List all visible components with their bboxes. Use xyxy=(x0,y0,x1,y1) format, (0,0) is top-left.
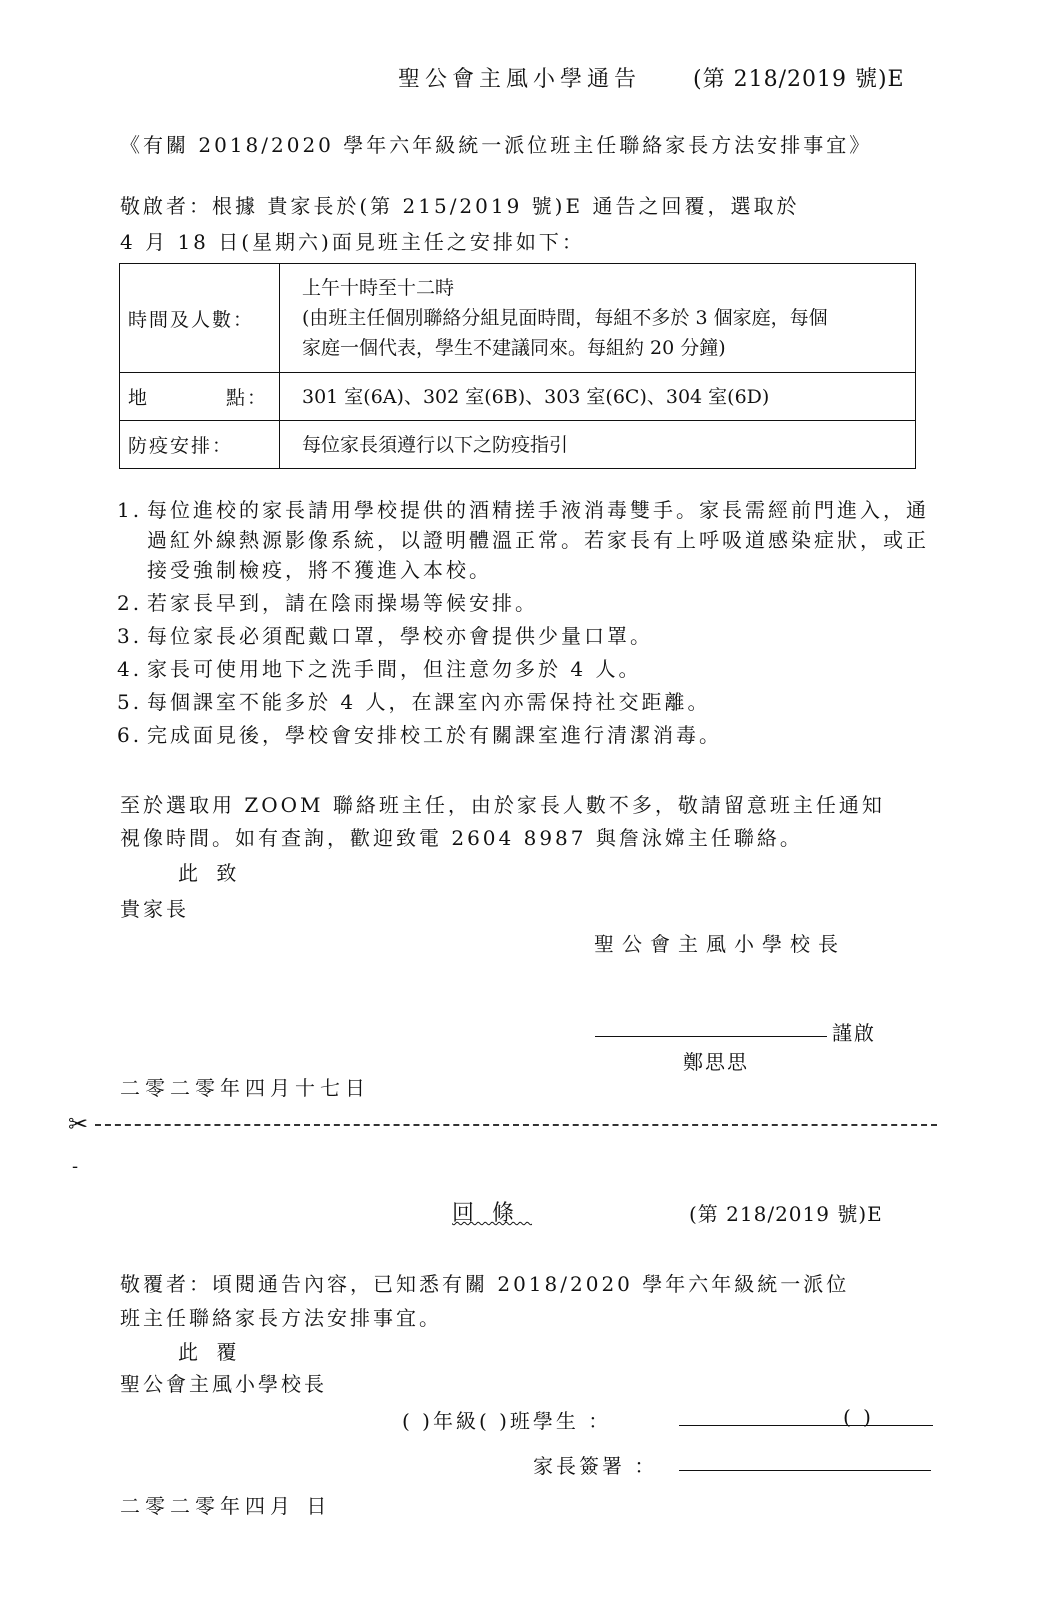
list-item xyxy=(117,687,947,717)
student-label: ( )年級( )班學生 ： xyxy=(402,1409,612,1433)
item-number: 5. xyxy=(117,690,143,714)
time-line-1: 上午十時至十二時 xyxy=(302,277,455,299)
item-number: 2. xyxy=(117,591,143,615)
notice-title: 聖公會主風小學通告 xyxy=(398,67,642,92)
recipient: 貴家長 xyxy=(120,897,189,921)
item-number: 3. xyxy=(117,624,143,648)
stray-dash: - xyxy=(72,1156,79,1177)
table-row xyxy=(120,264,916,373)
student-number-paren: ( ) xyxy=(843,1405,874,1429)
scissor-icon: ✂ xyxy=(68,1110,89,1138)
notice-number: (第 218/2019 號)E xyxy=(693,67,905,92)
respectfully: 謹啟 xyxy=(832,1021,876,1045)
closing-line-1: 至於選取用 ZOOM 聯絡班主任，由於家長人數不多，敬請留意班主任通知 xyxy=(120,793,885,817)
item-number: 4. xyxy=(117,657,143,681)
table-row xyxy=(120,373,916,421)
time-label: 時間及人數： xyxy=(120,264,280,373)
epidemic-label: 防疫安排： xyxy=(120,421,280,469)
cut-line xyxy=(95,1124,937,1126)
intro-line-2: 4 月 18 日(星期六)面見班主任之安排如下： xyxy=(120,230,585,254)
location-value: 301 室(6A)、302 室(6B)、303 室(6C)、304 室(6D) xyxy=(280,373,916,421)
parent-signature-label: 家長簽署 ： xyxy=(533,1454,658,1478)
location-label-b: 點： xyxy=(225,387,268,409)
location-label-a: 地 xyxy=(128,387,150,409)
item-text: 若家長早到，請在陰雨操場等候安排。 xyxy=(147,591,538,615)
notice-date: 二零二零年四月十七日 xyxy=(120,1076,370,1100)
item-number: 1. xyxy=(117,498,143,522)
student-name-field[interactable] xyxy=(679,1425,933,1426)
reply-number: (第 218/2019 號)E xyxy=(689,1202,883,1226)
time-line-2: (由班主任個別聯絡分組見面時間，每組不多於 3 個家庭，每個 xyxy=(302,307,828,329)
item-text: 每個課室不能多於 4 人，在課室內亦需保持社交距離。 xyxy=(147,690,711,714)
arrangement-table xyxy=(119,263,916,469)
list-item xyxy=(117,720,947,750)
item-text: 每位進校的家長請用學校提供的酒精搓手液消毒雙手。家長需經前門進入，通過紅外線熱源影像系統，以證明體溫正常。若家長有上呼吸道感染症狀，或正接受強制檢疫，將不獲進入本校。 xyxy=(147,498,929,582)
reply-line-1: 敬覆者：頃閱通告內容，已知悉有關 2018/2020 學年六年級統一派位 xyxy=(120,1272,850,1296)
table-row xyxy=(120,421,916,469)
item-text: 每位家長必須配戴口罩，學校亦會提供少量口罩。 xyxy=(147,624,653,648)
list-item xyxy=(117,621,947,651)
principal-name: 鄭思思 xyxy=(683,1050,749,1074)
reply-salutation: 此 覆 xyxy=(178,1340,243,1364)
item-number: 6. xyxy=(117,723,143,747)
reply-date: 二零二零年四月 日 xyxy=(120,1494,332,1518)
intro-line-1: 敬啟者：根據 貴家長於(第 215/2019 號)E 通告之回覆，選取於 xyxy=(120,194,800,218)
epidemic-value: 每位家長須遵行以下之防疫指引 xyxy=(280,421,916,469)
reply-recipient: 聖公會主風小學校長 xyxy=(120,1372,327,1396)
item-text: 完成面見後，學校會安排校工於有關課室進行清潔消毒。 xyxy=(147,723,722,747)
notice-subject: 《有關 2018/2020 學年六年級統一派位班主任聯絡家長方法安排事宜》 xyxy=(120,133,873,157)
list-item xyxy=(117,495,947,585)
signature-line xyxy=(595,1036,827,1037)
guideline-list xyxy=(117,495,947,753)
parent-signature-field[interactable] xyxy=(679,1470,931,1471)
salutation: 此 致 xyxy=(178,861,243,885)
list-item xyxy=(117,588,947,618)
location-label xyxy=(120,373,280,421)
sender: 聖公會主風小學校長 xyxy=(594,932,846,956)
time-line-3: 家庭一個代表，學生不建議同來。每組約 20 分鐘) xyxy=(302,337,726,359)
reply-title: 回條 xyxy=(452,1201,533,1226)
item-text: 家長可使用地下之洗手間，但注意勿多於 4 人。 xyxy=(147,657,642,681)
list-item xyxy=(117,654,947,684)
closing-line-2: 視像時間。如有查詢，歡迎致電 2604 8987 與詹泳嫦主任聯絡。 xyxy=(120,826,803,850)
reply-line-2: 班主任聯絡家長方法安排事宜。 xyxy=(120,1306,442,1330)
time-value xyxy=(280,264,916,373)
